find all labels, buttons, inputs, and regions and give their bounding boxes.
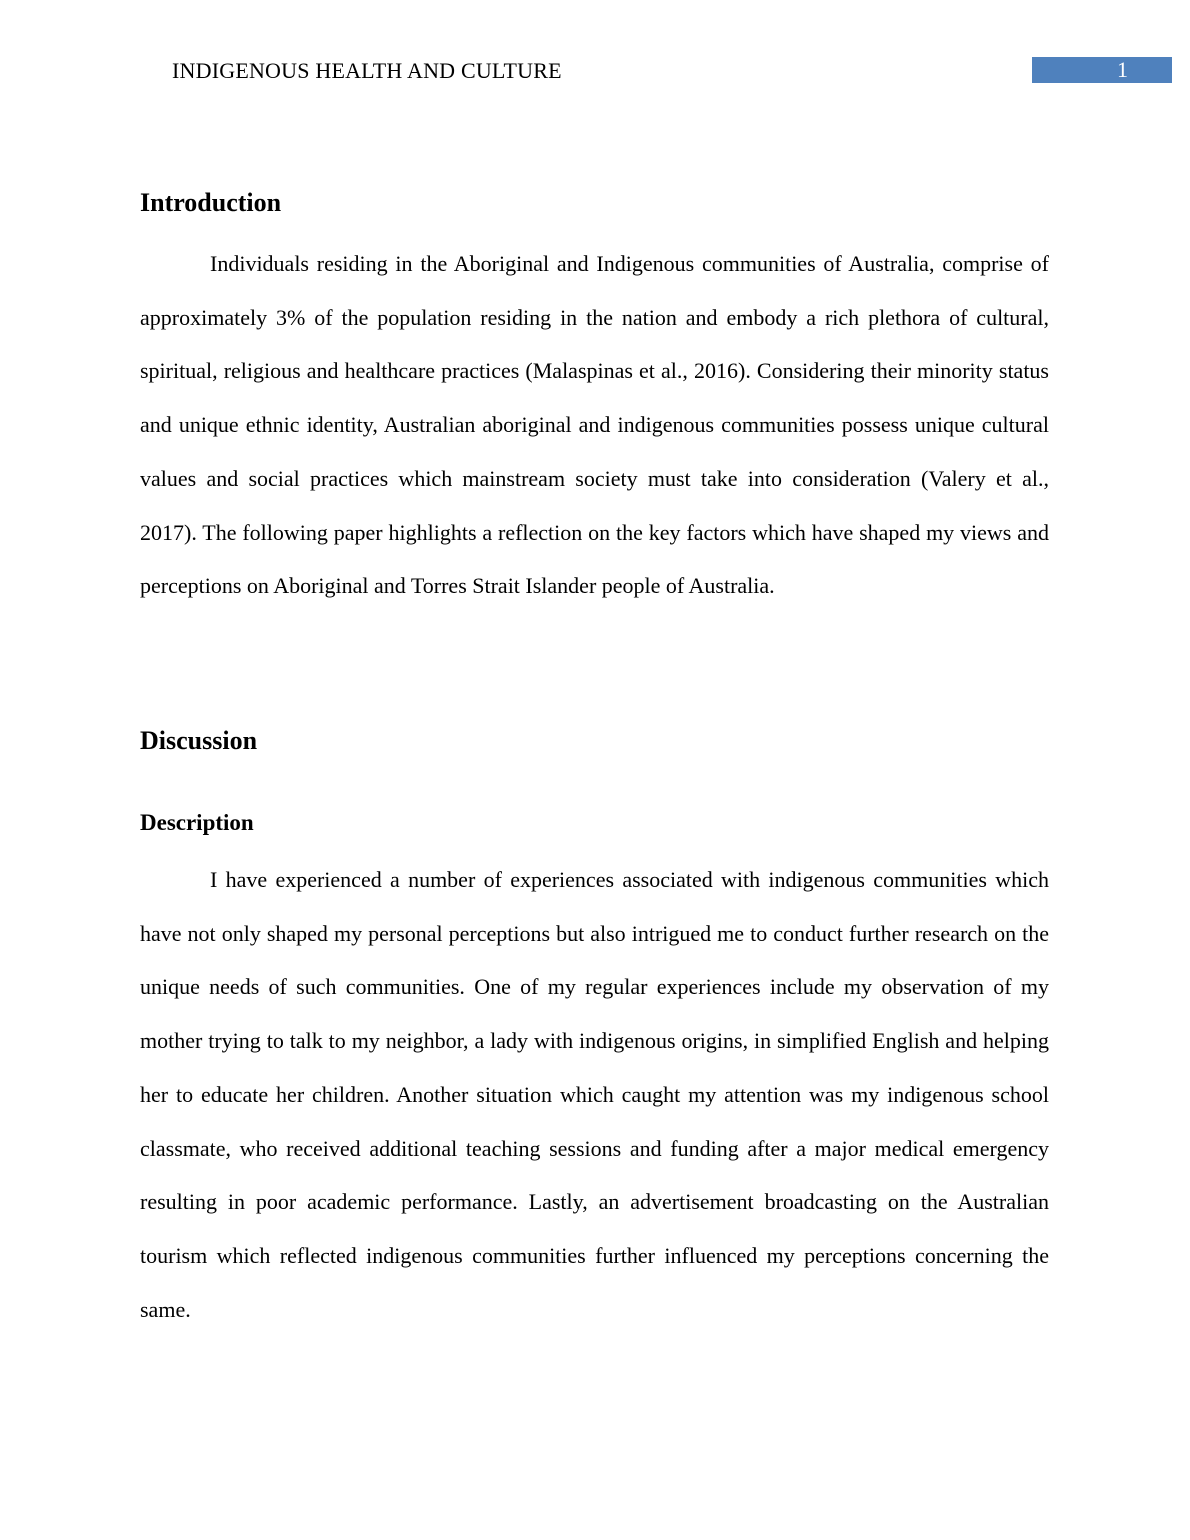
description-section	[140, 853, 1049, 1336]
description-heading: Description	[140, 810, 254, 835]
introduction-paragraph: Individuals residing in the Aboriginal and Indigenous communities of Australia, comprise of approximately 3% of the population residing in the nation and embody a rich plethora of cultural, spiritual, religious and healthcare practices (Malaspinas et al., 2016). Considering their minority status and unique ethnic identity, Australian aboriginal and indigenous communities possess unique cultural values and social practices which mainstream society must take into consideration (Valery et al., 2017). The following paper highlights a reflection on the key factors which have shaped my views and perceptions on Aboriginal and Torres Strait Islander people of Australia.	[140, 251, 1049, 599]
introduction-section	[140, 237, 1049, 613]
page-number: 1	[1117, 57, 1128, 82]
introduction-heading: Introduction	[140, 188, 282, 217]
description-paragraph: I have experienced a number of experiences associated with indigenous communities which have not only shaped my personal perceptions but also intrigued me to conduct further research on the unique needs of such communities. One of my regular experiences include my observation of my mother trying to talk to my neighbor, a lady with indigenous origins, in simplified English and helping her to educate her children. Another situation which caught my attention was my indigenous school classmate, who received additional teaching sessions and funding after a major medical emergency resulting in poor academic performance. Lastly, an advertisement broadcasting on the Australian tourism which reflected indigenous communities further influenced my perceptions concerning the same.	[140, 867, 1049, 1322]
discussion-heading: Discussion	[140, 726, 258, 755]
running-head: INDIGENOUS HEALTH AND CULTURE	[172, 58, 562, 83]
page-number-box	[1032, 57, 1172, 83]
